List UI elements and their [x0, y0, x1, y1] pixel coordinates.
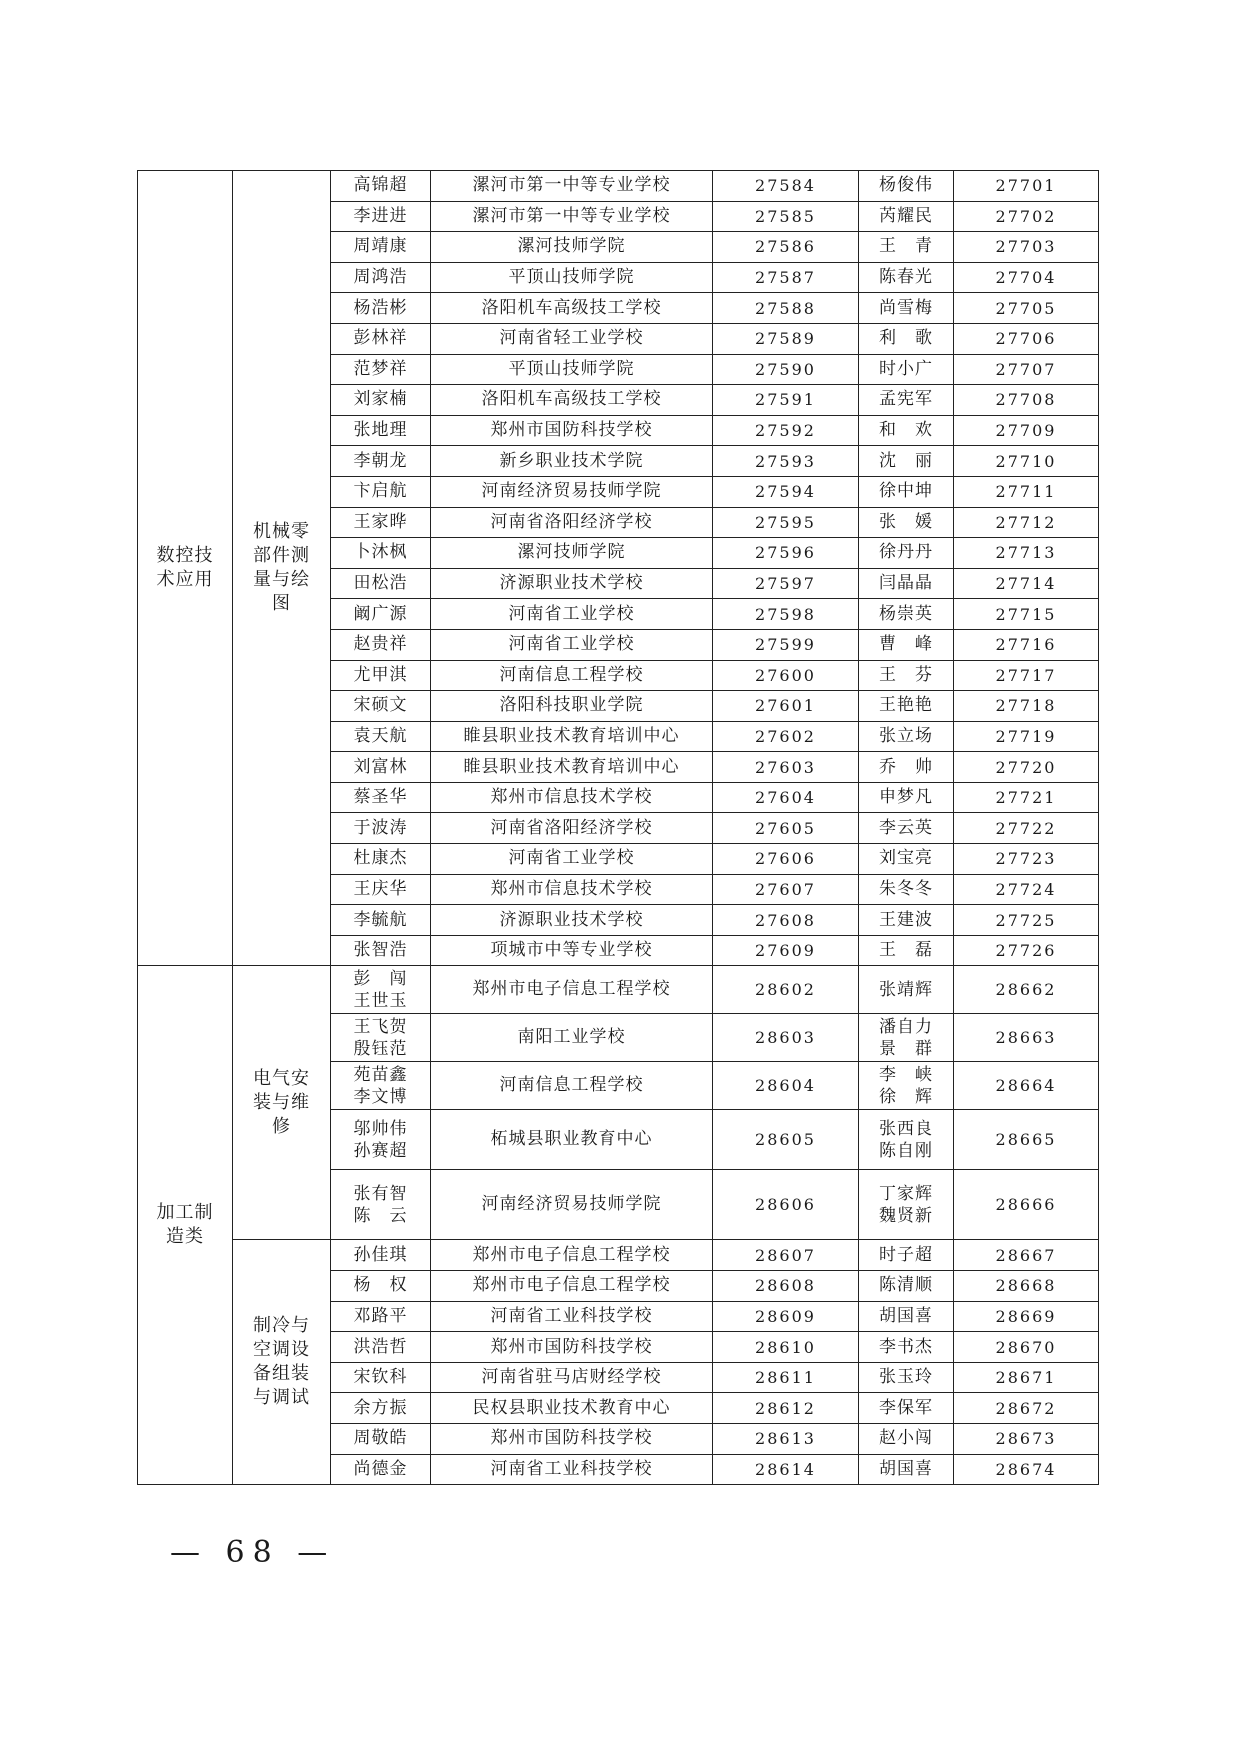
- school-name: 漯河技师学院: [431, 538, 713, 569]
- school-name: 项城市中等专业学校: [431, 935, 713, 966]
- certificate-number: 28608: [713, 1271, 859, 1302]
- teacher-name: 朱冬冬: [859, 874, 954, 905]
- school-name: 河南省洛阳经济学校: [431, 813, 713, 844]
- certificate-number: 27585: [713, 201, 859, 232]
- school-name: 河南经济贸易技师学院: [431, 476, 713, 507]
- school-name: 河南省工业科技学校: [431, 1301, 713, 1332]
- teacher-names-line-1: 张靖辉: [879, 979, 933, 1000]
- certificate-number: 28610: [713, 1332, 859, 1363]
- certificate-number: 28614: [713, 1454, 859, 1485]
- teacher-names-line-2: 魏贤新: [879, 1205, 933, 1226]
- teacher-certificate-number: 27713: [954, 538, 1099, 569]
- teacher-names-line-2: 景 群: [879, 1038, 933, 1059]
- certificate-number: 27588: [713, 293, 859, 324]
- teacher-name: 王 芬: [859, 660, 954, 691]
- school-name: 洛阳机车高级技工学校: [431, 293, 713, 324]
- school-name: 新乡职业技术学院: [431, 446, 713, 477]
- category-cell: [138, 171, 233, 966]
- student-name: 蔡圣华: [331, 782, 431, 813]
- student-names-line-2: 殷钰范: [353, 1038, 408, 1059]
- school-name: 河南省驻马店财经学校: [431, 1362, 713, 1393]
- teacher-name: 张 媛: [859, 507, 954, 538]
- teacher-certificate-number: 27723: [954, 844, 1099, 875]
- school-name: 洛阳机车高级技工学校: [431, 385, 713, 416]
- teacher-names-line-2: 徐 辉: [879, 1086, 933, 1107]
- school-name: 郑州市国防科技学校: [431, 415, 713, 446]
- certificate-number: 28603: [713, 1014, 859, 1062]
- teacher-certificate-number: 27718: [954, 691, 1099, 722]
- certificate-number: 27603: [713, 752, 859, 783]
- school-name: 河南信息工程学校: [431, 660, 713, 691]
- school-name: 洛阳科技职业学院: [431, 691, 713, 722]
- student-name: 洪浩哲: [331, 1332, 431, 1363]
- student-name: 尚德金: [331, 1454, 431, 1485]
- teacher-certificate-number: 27705: [954, 293, 1099, 324]
- school-name: 河南省洛阳经济学校: [431, 507, 713, 538]
- certificate-number: 27602: [713, 721, 859, 752]
- school-name: 民权县职业技术教育中心: [431, 1393, 713, 1424]
- certificate-number: 27592: [713, 415, 859, 446]
- student-name: 尤甲淇: [331, 660, 431, 691]
- certificate-number: 28612: [713, 1393, 859, 1424]
- teacher-name: 曹 峰: [859, 629, 954, 660]
- teacher-certificate-number: 27724: [954, 874, 1099, 905]
- student-name: 周敬皓: [331, 1424, 431, 1455]
- teacher-certificate-number: 27721: [954, 782, 1099, 813]
- student-name: 彭林祥: [331, 323, 431, 354]
- student-names-line-2: 王世玉: [353, 990, 408, 1011]
- teacher-certificate-number: 28666: [954, 1170, 1099, 1240]
- certificate-number: 28606: [713, 1170, 859, 1240]
- student-names-line-1: 彭 闯: [353, 968, 408, 989]
- student-name: 周靖康: [331, 232, 431, 263]
- teacher-certificate-number: 27709: [954, 415, 1099, 446]
- subcategory-cell-label: 电气安装与维修: [253, 1067, 310, 1137]
- teacher-name: 李保军: [859, 1393, 954, 1424]
- school-name: 郑州市信息技术学校: [431, 782, 713, 813]
- student-name: 田松浩: [331, 568, 431, 599]
- teacher-names-line-1: 张西良: [879, 1118, 933, 1139]
- teacher-name: 芮耀民: [859, 201, 954, 232]
- certificate-number: 28605: [713, 1110, 859, 1170]
- teacher-name: 利 歌: [859, 323, 954, 354]
- student-name: 周鸿浩: [331, 262, 431, 293]
- student-name: 刘富林: [331, 752, 431, 783]
- teacher-certificate-number: 28663: [954, 1014, 1099, 1062]
- teacher-name: 闫晶晶: [859, 568, 954, 599]
- student-names: [331, 1014, 431, 1062]
- teacher-name: 杨俊伟: [859, 171, 954, 202]
- student-name: 袁天航: [331, 721, 431, 752]
- teacher-certificate-number: 28662: [954, 966, 1099, 1014]
- teacher-name: 和 欢: [859, 415, 954, 446]
- teacher-certificate-number: 27714: [954, 568, 1099, 599]
- student-name: 杨浩彬: [331, 293, 431, 324]
- school-name: 河南省工业科技学校: [431, 1454, 713, 1485]
- certificate-number: 27608: [713, 905, 859, 936]
- teacher-name: 刘宝亮: [859, 844, 954, 875]
- student-name: 王庆华: [331, 874, 431, 905]
- teacher-certificate-number: 27715: [954, 599, 1099, 630]
- teacher-name: 孟宪军: [859, 385, 954, 416]
- certificate-number: 28609: [713, 1301, 859, 1332]
- certificate-number: 27597: [713, 568, 859, 599]
- teacher-certificate-number: 27701: [954, 171, 1099, 202]
- award-table: [137, 170, 1099, 1485]
- teacher-certificate-number: 27722: [954, 813, 1099, 844]
- school-name: 郑州市电子信息工程学校: [431, 1271, 713, 1302]
- student-name: 卞启航: [331, 476, 431, 507]
- school-name: 漯河市第一中等专业学校: [431, 171, 713, 202]
- teacher-name: 胡国喜: [859, 1454, 954, 1485]
- teacher-names-line-1: 潘自力: [879, 1016, 933, 1037]
- teacher-certificate-number: 28665: [954, 1110, 1099, 1170]
- certificate-number: 27599: [713, 629, 859, 660]
- certificate-number: 27607: [713, 874, 859, 905]
- subcategory-cell-label: 制冷与空调设备组装与调试: [253, 1315, 310, 1409]
- student-names: [331, 1170, 431, 1240]
- teacher-name: 赵小闯: [859, 1424, 954, 1455]
- school-name: 睢县职业技术教育培训中心: [431, 721, 713, 752]
- school-name: 郑州市国防科技学校: [431, 1424, 713, 1455]
- teacher-certificate-number: 28667: [954, 1240, 1099, 1271]
- certificate-number: 27604: [713, 782, 859, 813]
- certificate-number: 27589: [713, 323, 859, 354]
- teacher-name: 沈 丽: [859, 446, 954, 477]
- page-number: — 68 —: [170, 1535, 336, 1570]
- subcategory-cell: [233, 1240, 331, 1485]
- certificate-number: 27594: [713, 476, 859, 507]
- school-name: 平顶山技师学院: [431, 262, 713, 293]
- teacher-names: [859, 1014, 954, 1062]
- student-name: 王家晔: [331, 507, 431, 538]
- teacher-certificate-number: 27716: [954, 629, 1099, 660]
- teacher-certificate-number: 27702: [954, 201, 1099, 232]
- certificate-number: 28607: [713, 1240, 859, 1271]
- school-name: 河南信息工程学校: [431, 1062, 713, 1110]
- certificate-number: 28611: [713, 1362, 859, 1393]
- student-name: 卜沐枫: [331, 538, 431, 569]
- school-name: 济源职业技术学校: [431, 568, 713, 599]
- teacher-certificate-number: 28673: [954, 1424, 1099, 1455]
- student-names: [331, 1062, 431, 1110]
- school-name: 河南经济贸易技师学院: [431, 1170, 713, 1240]
- certificate-number: 27584: [713, 171, 859, 202]
- category-cell-label: 加工制造类: [156, 1202, 214, 1248]
- student-name: 赵贵祥: [331, 629, 431, 660]
- teacher-certificate-number: 28664: [954, 1062, 1099, 1110]
- teacher-name: 李云英: [859, 813, 954, 844]
- certificate-number: 27596: [713, 538, 859, 569]
- teacher-name: 张立场: [859, 721, 954, 752]
- student-name: 刘家楠: [331, 385, 431, 416]
- teacher-names: [859, 966, 954, 1014]
- student-name: 张地理: [331, 415, 431, 446]
- table-row: [138, 966, 1099, 1014]
- student-names-line-2: 陈 云: [353, 1205, 408, 1226]
- school-name: 郑州市电子信息工程学校: [431, 966, 713, 1014]
- teacher-certificate-number: 27710: [954, 446, 1099, 477]
- student-names-line-1: 苑苗鑫: [353, 1064, 408, 1085]
- student-name: 邓路平: [331, 1301, 431, 1332]
- certificate-number: 27600: [713, 660, 859, 691]
- student-name: 杨 权: [331, 1271, 431, 1302]
- teacher-name: 张玉玲: [859, 1362, 954, 1393]
- student-name: 余方振: [331, 1393, 431, 1424]
- teacher-name: 乔 帅: [859, 752, 954, 783]
- school-name: 漯河技师学院: [431, 232, 713, 263]
- teacher-names-line-1: 李 峡: [879, 1064, 933, 1085]
- teacher-name: 杨崇英: [859, 599, 954, 630]
- certificate-number: 28604: [713, 1062, 859, 1110]
- school-name: 河南省轻工业学校: [431, 323, 713, 354]
- subcategory-cell: [233, 171, 331, 966]
- certificate-number: 27591: [713, 385, 859, 416]
- teacher-name: 徐丹丹: [859, 538, 954, 569]
- teacher-certificate-number: 27719: [954, 721, 1099, 752]
- teacher-names-line-2: 陈自刚: [879, 1140, 933, 1161]
- teacher-name: 时小广: [859, 354, 954, 385]
- student-name: 杜康杰: [331, 844, 431, 875]
- teacher-names: [859, 1110, 954, 1170]
- student-names-line-1: 王飞贺: [353, 1016, 408, 1037]
- teacher-certificate-number: 28672: [954, 1393, 1099, 1424]
- school-name: 郑州市信息技术学校: [431, 874, 713, 905]
- teacher-certificate-number: 27706: [954, 323, 1099, 354]
- school-name: 河南省工业学校: [431, 844, 713, 875]
- school-name: 郑州市国防科技学校: [431, 1332, 713, 1363]
- student-name: 孙佳琪: [331, 1240, 431, 1271]
- teacher-name: 陈春光: [859, 262, 954, 293]
- certificate-number: 27605: [713, 813, 859, 844]
- teacher-certificate-number: 27720: [954, 752, 1099, 783]
- school-name: 济源职业技术学校: [431, 905, 713, 936]
- certificate-number: 27593: [713, 446, 859, 477]
- teacher-certificate-number: 28674: [954, 1454, 1099, 1485]
- teacher-name: 尚雪梅: [859, 293, 954, 324]
- school-name: 南阳工业学校: [431, 1014, 713, 1062]
- certificate-number: 27601: [713, 691, 859, 722]
- school-name: 河南省工业学校: [431, 599, 713, 630]
- school-name: 平顶山技师学院: [431, 354, 713, 385]
- subcategory-cell-label: 机械零部件测量与绘图: [253, 521, 310, 615]
- student-names: [331, 966, 431, 1014]
- student-name: 李朝龙: [331, 446, 431, 477]
- teacher-certificate-number: 27708: [954, 385, 1099, 416]
- student-name: 于波涛: [331, 813, 431, 844]
- teacher-name: 胡国喜: [859, 1301, 954, 1332]
- teacher-name: 时子超: [859, 1240, 954, 1271]
- teacher-certificate-number: 27711: [954, 476, 1099, 507]
- student-names: [331, 1110, 431, 1170]
- table-row: [138, 171, 1099, 202]
- student-names-line-1: 邬帅伟: [353, 1118, 408, 1139]
- teacher-certificate-number: 27704: [954, 262, 1099, 293]
- certificate-number: 27590: [713, 354, 859, 385]
- student-name: 阚广源: [331, 599, 431, 630]
- teacher-name: 王 磊: [859, 935, 954, 966]
- student-names-line-1: 张有智: [353, 1183, 408, 1204]
- category-cell: [138, 966, 233, 1485]
- certificate-number: 27598: [713, 599, 859, 630]
- teacher-certificate-number: 27712: [954, 507, 1099, 538]
- school-name: 睢县职业技术教育培训中心: [431, 752, 713, 783]
- teacher-certificate-number: 28669: [954, 1301, 1099, 1332]
- student-name: 宋硕文: [331, 691, 431, 722]
- student-name: 李进进: [331, 201, 431, 232]
- certificate-number: 27606: [713, 844, 859, 875]
- teacher-name: 王 青: [859, 232, 954, 263]
- student-names-line-2: 孙赛超: [353, 1140, 408, 1161]
- teacher-certificate-number: 27707: [954, 354, 1099, 385]
- category-cell-label: 数控技术应用: [156, 545, 214, 591]
- teacher-name: 陈清顺: [859, 1271, 954, 1302]
- teacher-certificate-number: 27726: [954, 935, 1099, 966]
- teacher-certificate-number: 27703: [954, 232, 1099, 263]
- teacher-certificate-number: 28668: [954, 1271, 1099, 1302]
- subcategory-cell: [233, 966, 331, 1240]
- student-name: 范梦祥: [331, 354, 431, 385]
- teacher-certificate-number: 28670: [954, 1332, 1099, 1363]
- teacher-name: 王艳艳: [859, 691, 954, 722]
- school-name: 河南省工业学校: [431, 629, 713, 660]
- teacher-certificate-number: 27725: [954, 905, 1099, 936]
- teacher-names: [859, 1062, 954, 1110]
- certificate-number: 28613: [713, 1424, 859, 1455]
- certificate-number: 27595: [713, 507, 859, 538]
- student-name: 李毓航: [331, 905, 431, 936]
- teacher-names: [859, 1170, 954, 1240]
- teacher-name: 王建波: [859, 905, 954, 936]
- school-name: 郑州市电子信息工程学校: [431, 1240, 713, 1271]
- teacher-name: 申梦凡: [859, 782, 954, 813]
- teacher-certificate-number: 28671: [954, 1362, 1099, 1393]
- teacher-name: 李书杰: [859, 1332, 954, 1363]
- student-name: 高锦超: [331, 171, 431, 202]
- school-name: 漯河市第一中等专业学校: [431, 201, 713, 232]
- table-row: [138, 1240, 1099, 1271]
- certificate-number: 27587: [713, 262, 859, 293]
- teacher-names-line-1: 丁家辉: [879, 1183, 933, 1204]
- certificate-number: 27609: [713, 935, 859, 966]
- school-name: 柘城县职业教育中心: [431, 1110, 713, 1170]
- student-name: 张智浩: [331, 935, 431, 966]
- teacher-certificate-number: 27717: [954, 660, 1099, 691]
- student-name: 宋钦科: [331, 1362, 431, 1393]
- teacher-name: 徐中坤: [859, 476, 954, 507]
- student-names-line-2: 李文博: [353, 1086, 408, 1107]
- certificate-number: 27586: [713, 232, 859, 263]
- certificate-number: 28602: [713, 966, 859, 1014]
